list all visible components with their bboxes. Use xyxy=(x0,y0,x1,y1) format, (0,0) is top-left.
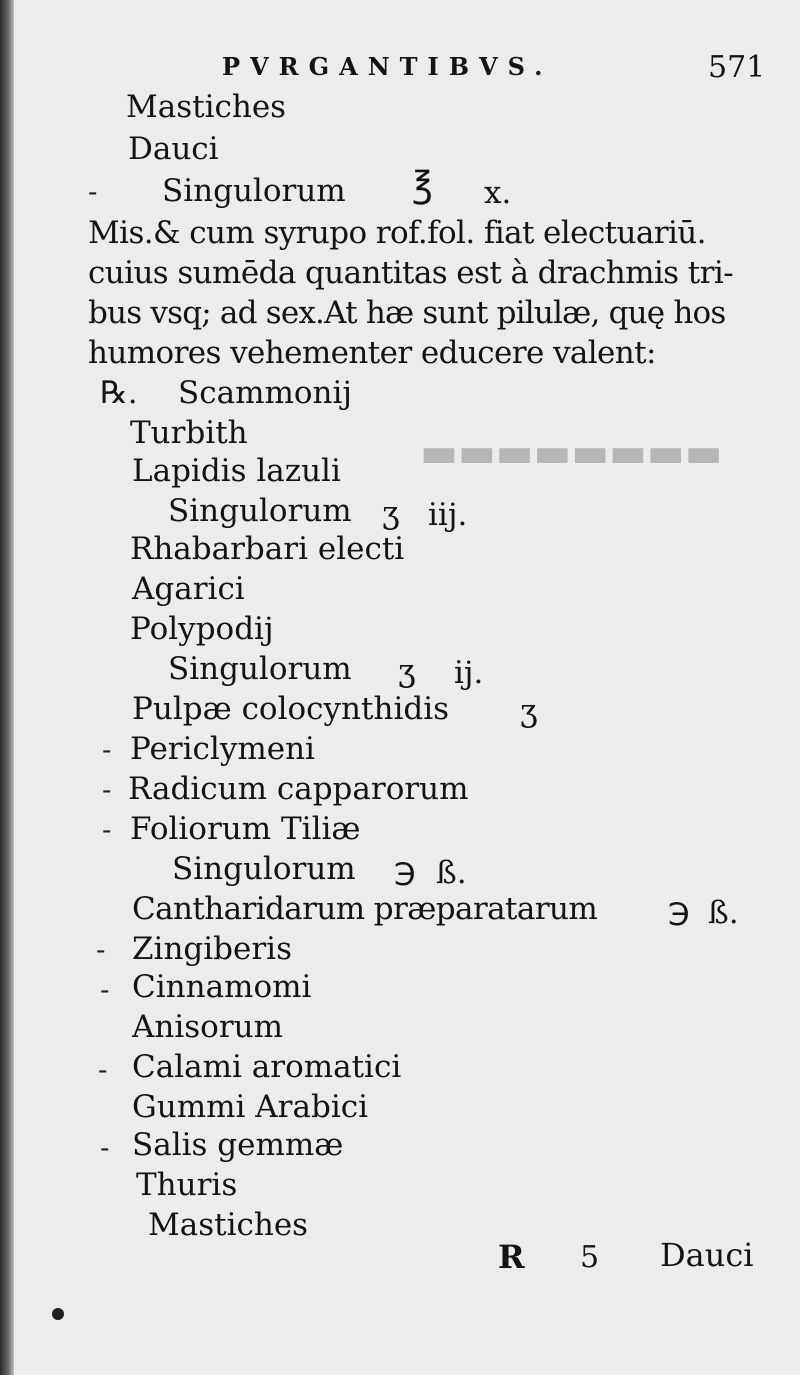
recipe-symbol: ℞. xyxy=(100,375,138,411)
page-number: 571 xyxy=(708,50,766,85)
margin-mark: - xyxy=(102,733,112,766)
text-line: Cinnamomi xyxy=(132,969,312,1005)
text-line: Rhabarbari electi xyxy=(130,531,405,567)
text-line: Turbith xyxy=(130,415,248,451)
margin-mark: - xyxy=(88,175,98,208)
ink-dot-decoration xyxy=(52,1308,64,1320)
show-through-decoration: ▬▬▬▬▬▬▬▬ xyxy=(420,430,723,476)
text-line: Periclymeni xyxy=(130,731,315,767)
text-line: Pulpæ colocynthidis xyxy=(132,691,450,727)
quantity-fs: ß. xyxy=(436,855,467,891)
text-line: Salis gemmæ xyxy=(132,1127,344,1163)
signature-mark: R xyxy=(498,1238,525,1276)
text-line: Singulorum xyxy=(168,493,352,529)
text-line: Dauci xyxy=(128,131,219,167)
signature-number: 5 xyxy=(580,1240,600,1275)
running-head: PVRGANTIBVS. xyxy=(222,52,553,81)
text-line: Anisorum xyxy=(132,1009,284,1045)
ounce-symbol: ℥ xyxy=(412,165,433,206)
catchword: Dauci xyxy=(660,1236,754,1274)
text-line: Singulorum xyxy=(172,851,356,887)
margin-mark: - xyxy=(98,1053,108,1086)
margin-mark: - xyxy=(100,973,110,1006)
text-line: Zingiberis xyxy=(132,931,293,967)
text-line: Agarici xyxy=(132,571,245,607)
text-line: Cantharidarum præparatarum xyxy=(132,891,598,927)
text-line: Lapidis lazuli xyxy=(132,453,341,489)
margin-mark: - xyxy=(102,773,112,806)
text-line: Mis.& cum syrupo rof.fol. fiat electuariū. xyxy=(88,215,706,251)
margin-mark: - xyxy=(96,933,106,966)
drachm-symbol: ʒ xyxy=(382,495,400,531)
margin-mark: - xyxy=(102,813,112,846)
page-footer xyxy=(0,1228,800,1278)
text-line: Calami aromatici xyxy=(132,1049,402,1085)
text-line: Mastiches xyxy=(126,89,287,125)
text-line: Thuris xyxy=(136,1167,238,1203)
quantity-iij: iij. xyxy=(428,497,468,533)
text-line: Foliorum Tiliæ xyxy=(130,811,361,847)
margin-mark: - xyxy=(100,1131,110,1164)
text-line: Radicum capparorum xyxy=(128,771,469,807)
text-line: humores vehementer educere valent: xyxy=(88,335,656,371)
text-line: Singulorum xyxy=(162,173,346,209)
scruple-symbol: ℈ xyxy=(668,893,690,929)
text-line: Scammonij xyxy=(178,375,353,411)
text-line: Singulorum xyxy=(168,651,352,687)
drachm-symbol: ʒ xyxy=(398,653,416,689)
quantity-fs: ß. xyxy=(708,895,739,931)
text-line: cuius sumēda quantitas est à drachmis tri- xyxy=(88,255,734,291)
text-line: Gummi Arabici xyxy=(132,1089,369,1125)
text-line: bus vsq; ad sex.At hæ sunt pilulæ, quę hos xyxy=(88,295,726,331)
text-line: Polypodij xyxy=(130,611,274,647)
page-gutter-shadow xyxy=(0,0,14,1375)
quantity-x: x. xyxy=(484,175,512,211)
page-header xyxy=(0,48,800,88)
text-line: Mastiches xyxy=(148,1207,309,1243)
quantity-ij: ij. xyxy=(454,655,484,691)
scruple-symbol: ℈ xyxy=(394,853,416,889)
drachm-symbol: ʒ xyxy=(520,693,538,729)
